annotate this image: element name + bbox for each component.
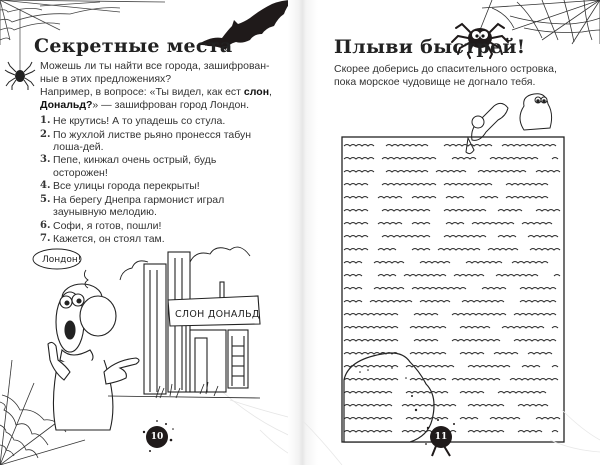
list-item: 6. Софи, я готов, пошли! bbox=[40, 219, 162, 232]
list-item: 1. Не крутись! А то упадешь со стула. bbox=[40, 115, 226, 127]
puzzle-list bbox=[40, 115, 272, 247]
page-number: 10 bbox=[150, 432, 164, 442]
example-line: Дональд?» — зашифрован город Лондон. bbox=[40, 99, 250, 111]
list-item: 7. Кажется, он стоял там. bbox=[40, 233, 165, 246]
intro-line: ные в этих предложениях? bbox=[40, 73, 172, 85]
page-title: Плыви быстрей! bbox=[334, 36, 526, 58]
intro-line: Скорее доберись до спасительного островка, bbox=[334, 63, 557, 75]
list-item: 2. По жухлой листве рьяно пронесся табун лоша-дей. bbox=[40, 128, 252, 153]
intro-paragraph bbox=[334, 63, 574, 89]
intro-paragraph bbox=[40, 60, 272, 112]
list-item: 5. На берегу Днепра гармонист играл заунывную мелодию. bbox=[40, 193, 225, 219]
list-item: 3. Пепе, кинжал очень острый, будь осторожен! bbox=[40, 154, 217, 179]
example-line: Например, в вопросе: «Ты видел, как ест слон, bbox=[40, 86, 272, 98]
page-title: Секретные места bbox=[34, 35, 233, 57]
list-item: 4. Все улицы города перекрыты! bbox=[40, 180, 200, 193]
intro-line: пока морское чудовище не догнало тебя. bbox=[334, 76, 536, 88]
page-number: 11 bbox=[434, 432, 448, 442]
illustration-buildings bbox=[144, 252, 260, 394]
intro-line: Можешь ли ты найти все города, зашифрован- bbox=[40, 60, 270, 72]
cartoon-character bbox=[48, 284, 139, 430]
sign-text: СЛОН ДОНАЛЬД bbox=[175, 309, 260, 320]
right-page bbox=[302, 0, 600, 465]
swimmer-illustration bbox=[466, 103, 508, 153]
sea-monster-illustration bbox=[520, 94, 552, 130]
speech-bubble-text: Лондон! bbox=[42, 255, 82, 265]
